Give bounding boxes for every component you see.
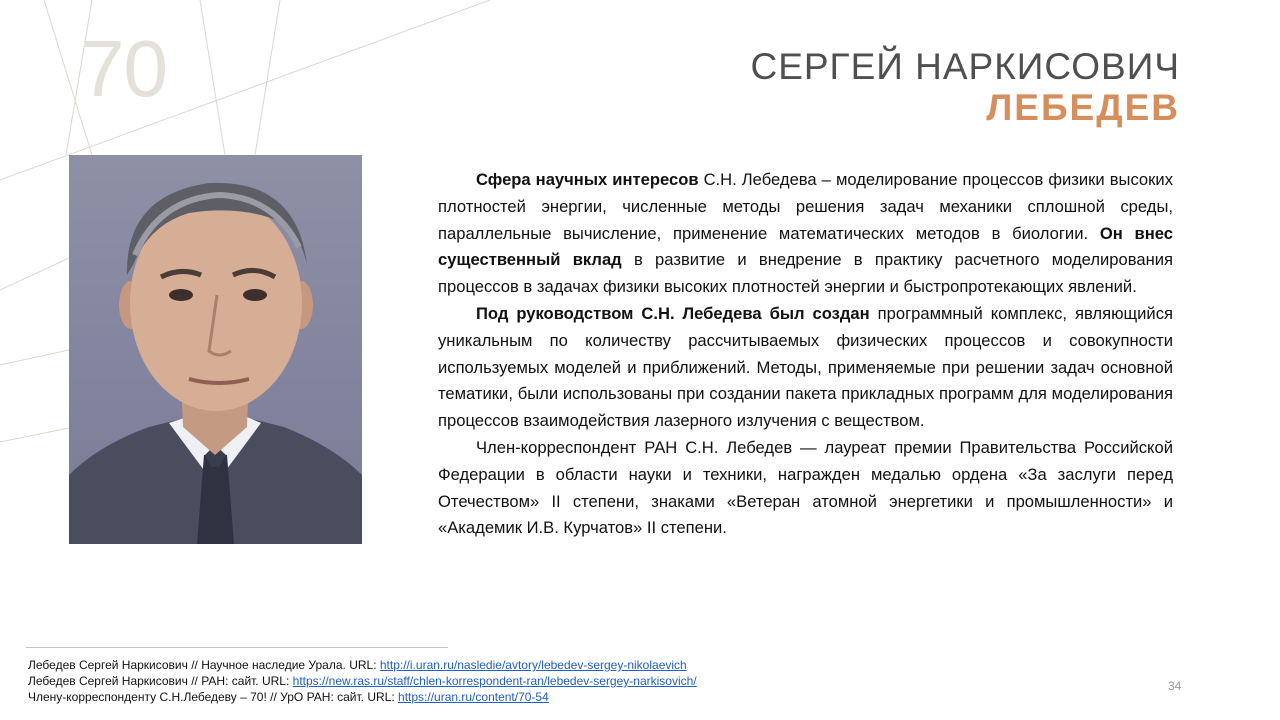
reference-item — [28, 657, 928, 673]
anniversary-number: 70 — [80, 24, 167, 113]
title-last-name: ЛЕБЕДЕВ — [986, 87, 1180, 128]
bio-bold-software: Под руководством С.Н. Лебедева был создан — [476, 303, 870, 323]
reference-link[interactable]: https://uran.ru/content/70-54 — [398, 690, 549, 704]
reference-text: Лебедев Сергей Наркисович // Научное наследие Урала. URL: — [28, 658, 380, 672]
portrait-photo — [69, 155, 362, 544]
bio-bold-contribution: Он внес существенный вклад — [438, 223, 1173, 270]
biography-text — [438, 167, 1173, 542]
bio-paragraph-interests — [438, 167, 1173, 301]
reference-item — [28, 673, 928, 689]
title-first-name: СЕРГЕЙ НАРКИСОВИЧ — [750, 46, 1180, 87]
reference-item — [28, 689, 928, 705]
bio-paragraph-awards: Член-корреспондент РАН С.Н. Лебедев — лауреат премии Правительства Российской Федерации в области науки и техники, награжден медалью ордена «За заслуги перед Отечеством» II степени, знаками «Ветеран атомной энергетики и промышленности» и «Академик И.В. Курчатов» II степени. — [438, 437, 1173, 538]
bio-text-software: программный комплекс, являющийся уникальным по количеству рассчитываемых физических процессов и совокупности используемых моделей и приближений. Методы, применяемые при решении задач основной тематики, были использованы при создании пакета прикладных программ для моделирования процессов взаимодействия лазерного излучения с веществом. — [438, 303, 1173, 431]
reference-link[interactable]: http://i.uran.ru/nasledie/avtory/lebedev-sergey-nikolaevich — [379, 658, 687, 672]
reference-link[interactable]: https://new.ras.ru/staff/chlen-korrespondent-ran/lebedev-sergey-narkisovich/ — [292, 674, 697, 688]
bio-text-interests: С.Н. Лебедева – моделирование процессов физики высоких плотностей энергии, численные методы решения задач механики сплошной среды, параллельные вычисление, применение математических методов в биологии. — [438, 170, 1173, 243]
portrait-illustration — [69, 155, 362, 544]
reference-text: Члену-корреспонденту С.Н.Лебедеву – 70! // УрО РАН: сайт. URL: — [28, 690, 399, 704]
reference-text: Лебедев Сергей Наркисович // РАН: сайт. URL: — [28, 674, 293, 688]
bio-bold-interests: Сфера научных интересов — [476, 170, 699, 189]
references-list — [28, 657, 928, 705]
bio-paragraph-software — [438, 301, 1173, 435]
page-number: 34 — [1168, 679, 1182, 693]
bio-text-contribution: в развитие и внедрение в практику расчетного моделирования процессов в задачах физики высоких плотностей энергии и быстропротекающих явлений. — [438, 250, 1174, 297]
footer-divider — [26, 647, 448, 648]
